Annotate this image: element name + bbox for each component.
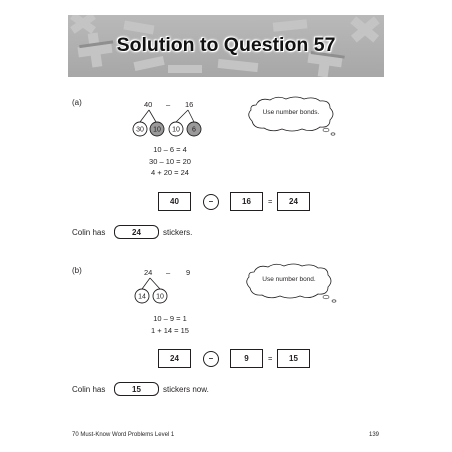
part-a-answer-suffix: stickers.: [163, 228, 193, 237]
part-b-working: [130, 313, 210, 336]
footer-page-number: 139: [369, 432, 380, 438]
bond-value: 30: [136, 126, 144, 134]
part-a-minuend-box: 40: [158, 192, 191, 211]
part-b-minuend-box: 24: [158, 349, 191, 368]
part-b-minuend: 24: [144, 268, 153, 277]
part-b-subtrahend: 9: [186, 268, 191, 277]
part-b-operator: –: [166, 268, 171, 277]
part-a-subtrahend-box: 16: [230, 192, 263, 211]
part-b-answer-suffix: stickers now.: [163, 385, 209, 394]
working-step: 1 + 14 = 15: [151, 325, 189, 335]
part-a-subtrahend: 16: [185, 100, 194, 109]
part-a-number-bond-diagram: [126, 108, 210, 142]
bond-value: 14: [138, 293, 146, 301]
thought-cloud-icon: [242, 95, 342, 137]
part-a-operator: –: [166, 100, 171, 109]
part-a-answer-pill: 24: [114, 225, 159, 239]
working-step: 10 – 6 = 4: [153, 145, 187, 154]
part-b-answer-prefix: Colin has: [72, 385, 106, 394]
part-b-subtrahend-box: 9: [230, 349, 263, 368]
bond-value: 10: [156, 293, 164, 301]
part-b-number-bond-diagram: [128, 276, 178, 310]
footer-book-title: 70 Must-Know Word Problems Level 1: [72, 432, 175, 438]
part-a-working: [130, 144, 210, 179]
part-a-minus-circle: –: [203, 194, 219, 210]
header-banner: [68, 15, 384, 77]
page-title: Solution to Question 57: [116, 34, 336, 56]
part-a-label: (a): [72, 98, 82, 107]
part-b-label: (b): [72, 266, 82, 275]
part-a-equals: =: [268, 197, 273, 206]
thought-text: Use number bonds.: [262, 109, 320, 116]
bond-value: 10: [172, 126, 180, 134]
part-b-thought-bubble: [240, 262, 344, 304]
part-b-result-box: 15: [277, 349, 310, 368]
part-b-answer-pill: 15: [114, 382, 159, 396]
part-a-minuend: 40: [144, 100, 153, 109]
part-b-equals: =: [268, 354, 273, 363]
thought-cloud-icon: [240, 262, 344, 304]
part-b-minus-circle: –: [203, 351, 219, 367]
part-a-thought-bubble: [242, 95, 342, 137]
bond-value: 6: [192, 126, 196, 134]
part-a-answer-prefix: Colin has: [72, 228, 106, 237]
working-step: 4 + 20 = 24: [151, 168, 189, 177]
bond-value: 10: [153, 126, 161, 134]
part-a-result-box: 24: [277, 192, 310, 211]
working-step: 30 – 10 = 20: [149, 156, 191, 166]
working-step: 10 – 9 = 1: [153, 314, 187, 323]
thought-text: Use number bond.: [262, 276, 316, 283]
